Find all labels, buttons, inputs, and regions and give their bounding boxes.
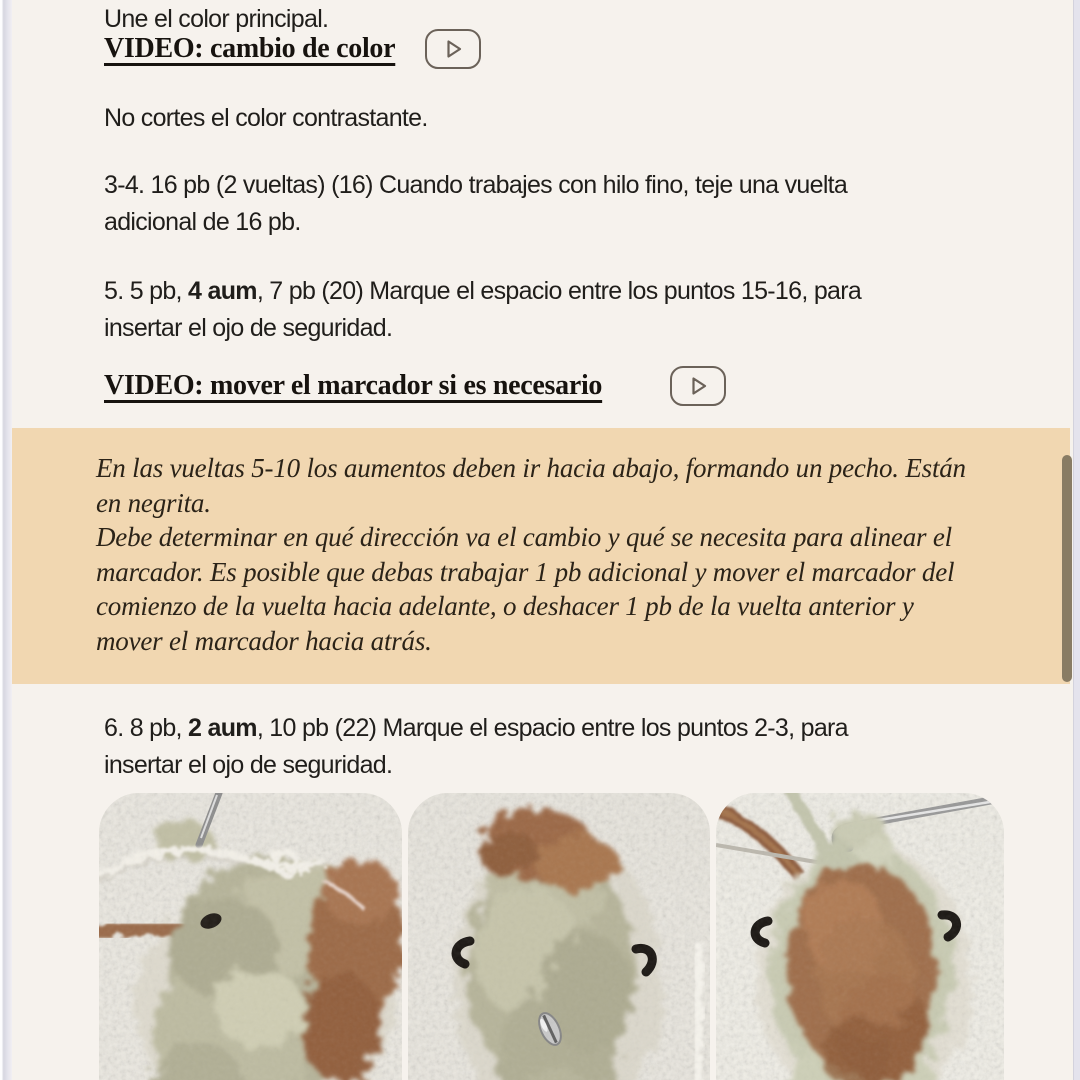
step-6-text (104, 710, 848, 784)
play-button-1[interactable] (425, 29, 481, 69)
text-line: 3-4. 16 pb (2 vueltas) (16) Cuando trabajes con hilo fino, teje una vuelta (104, 171, 848, 199)
note-line: mover el marcador hacia atrás. (96, 625, 432, 656)
video-link-row-1 (104, 29, 481, 69)
step-5-text (104, 273, 861, 347)
play-icon (441, 37, 465, 61)
text-line (104, 710, 848, 747)
video-link-row-2 (104, 366, 726, 406)
text-line: Une el color principal. (104, 5, 329, 33)
text-line: No cortes el color contrastante. (104, 104, 428, 132)
page-left-edge (0, 0, 12, 1080)
text-line: adicional de 16 pb. (104, 208, 301, 236)
text-segment: , 10 pb (22) Marque el espacio entre los puntos 2-3, para (256, 714, 848, 742)
video-link-color-change[interactable]: VIDEO: cambio de color (104, 33, 396, 64)
note-line: marcador. Es posible que debas trabajar 1 pb adicional y mover el marcador del (96, 556, 955, 587)
note-line: en negrita. (96, 487, 211, 518)
text-line (104, 273, 861, 310)
text-segment: 6. 8 pb, (104, 714, 189, 742)
bold-stitch-count: 4 aum (188, 277, 257, 305)
crochet-photo-front-view (408, 793, 710, 1080)
crochet-photo-back-view (716, 793, 1004, 1080)
step-3-4-text (104, 167, 847, 241)
play-icon (686, 374, 710, 398)
bold-stitch-count: 2 aum (188, 714, 257, 742)
note-line: Debe determinar en qué dirección va el cambio y qué se necesita para alinear el (96, 522, 952, 552)
contrast-note-text (104, 100, 428, 137)
highlighted-note-box (8, 428, 1070, 684)
note-line: En las vueltas 5-10 los aumentos deben ir hacia abajo, formando un pecho. Están (96, 453, 966, 483)
text-segment: , 7 pb (20) Marque el espacio entre los puntos 15-16, para (256, 277, 862, 305)
scrollbar-thumb[interactable] (1062, 455, 1072, 682)
page-right-edge (1073, 0, 1080, 1080)
play-button-2[interactable] (670, 366, 726, 406)
crochet-photo-front-view-illustration (408, 793, 710, 1080)
crochet-photo-side-view-illustration (99, 793, 402, 1080)
crochet-photo-back-view-illustration (716, 793, 1004, 1080)
text-segment: 5. 5 pb, (104, 277, 189, 305)
video-link-move-marker[interactable]: VIDEO: mover el marcador si es necesario (104, 370, 603, 401)
text-line: insertar el ojo de seguridad. (104, 751, 393, 779)
text-line: insertar el ojo de seguridad. (104, 314, 393, 342)
crochet-photo-side-view (99, 793, 402, 1080)
note-line: comienzo de la vuelta hacia adelante, o deshacer 1 pb de la vuelta anterior y (96, 591, 914, 621)
